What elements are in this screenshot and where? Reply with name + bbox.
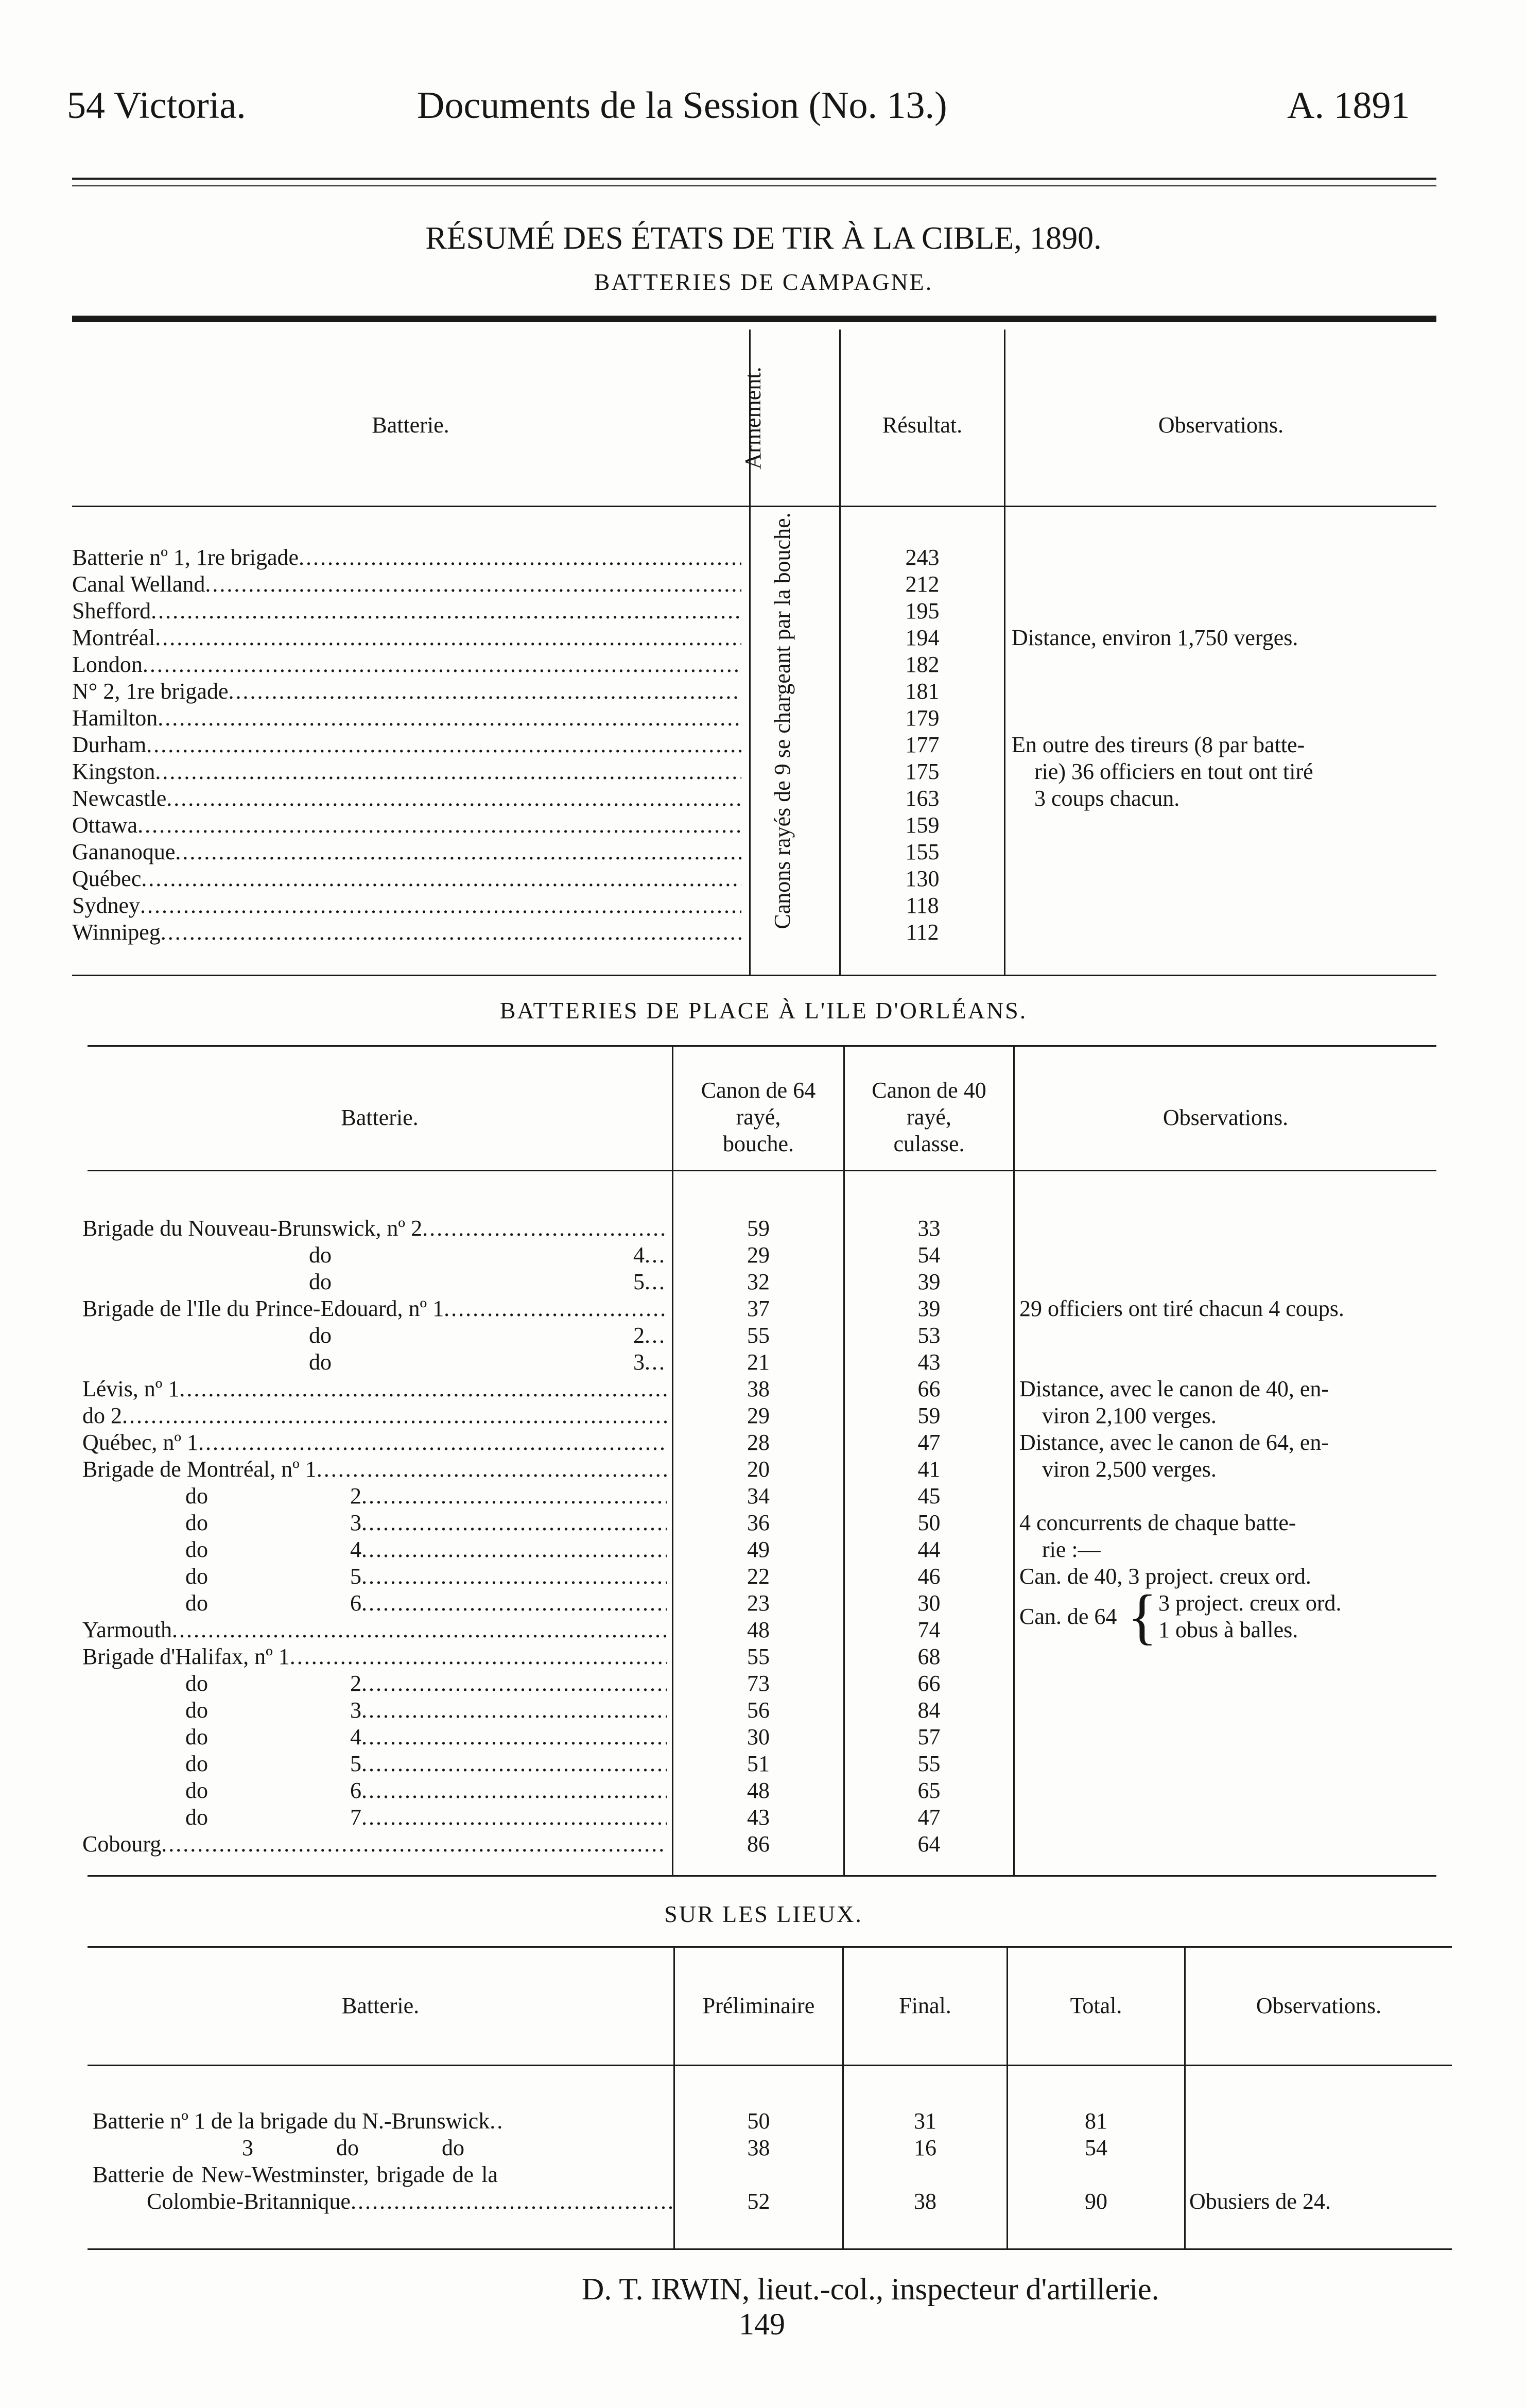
s2-row-num-text: 4: [633, 1242, 645, 1268]
s2-row-canon64: 48: [747, 1617, 770, 1642]
s2-row-leader: [645, 1269, 667, 1295]
page-number: 149: [739, 2307, 785, 2341]
s2-row-name: [82, 1456, 667, 1483]
s2-row-leader: [645, 1242, 667, 1269]
s2-row-canon64: 32: [747, 1269, 770, 1294]
s1-row-name: [72, 705, 741, 732]
s1-row-result: 118: [906, 893, 939, 918]
s2-obs-brace-icon: {: [1127, 1582, 1157, 1651]
s2-row-name: [82, 1510, 667, 1536]
s2-obs-concurrents: [1019, 1510, 1296, 1563]
s1-row-leader: [161, 919, 741, 946]
s3-col-total: Total.: [1070, 1993, 1122, 2018]
section3-bottom-rule: [88, 2248, 1452, 2250]
s2-row-do-text: do: [185, 1537, 208, 1562]
s1-row-result: 175: [905, 759, 940, 784]
s2-row-name: [82, 1751, 667, 1777]
s1-obs-tireurs-line: En outre des tireurs (8 par batte-: [1012, 732, 1305, 757]
s1-row-name-text: Canal Welland: [72, 571, 205, 597]
s2-row-canon64: 37: [747, 1296, 770, 1321]
s2-row-do-text: do: [185, 1483, 208, 1509]
s1-row-result: 163: [905, 786, 940, 811]
page-title: RÉSUMÉ DES ÉTATS DE TIR À LA CIBLE, 1890.: [425, 221, 1102, 256]
s1-row-name-text: Montréal: [72, 625, 155, 650]
s2-row-canon40: 54: [917, 1242, 941, 1268]
s2-row-name: [82, 1617, 667, 1643]
s1-row-leader: [158, 705, 741, 732]
s2-row-name: [82, 1349, 667, 1376]
section1-top-rule: [72, 316, 1436, 322]
section2-title: BATTERIES DE PLACE À L'ILE D'ORLÉANS.: [499, 997, 1028, 1024]
signature: D. T. IRWIN, lieut.-col., inspecteur d'artillerie.: [582, 2272, 1159, 2306]
s2-row-num-text: 3: [350, 1697, 361, 1723]
s2-row-canon64: 48: [747, 1778, 770, 1803]
s2-row-name-text: Québec, nº 1: [82, 1430, 199, 1455]
s1-row-name: [72, 865, 741, 892]
s2-row-num-text: 2: [633, 1323, 645, 1348]
s3-row-total: 81: [1085, 2108, 1107, 2134]
section3-title: SUR LES LIEUX.: [664, 1901, 863, 1927]
s2-row-canon64: 36: [747, 1510, 770, 1535]
s1-obs-tireurs-line: rie) 36 officiers en tout ont tiré: [1034, 759, 1313, 784]
s1-row-name-text: N° 2, 1re brigade: [72, 679, 229, 704]
s3-row-name: [93, 2108, 672, 2135]
s2-row-canon40: 66: [917, 1671, 941, 1696]
s2-row-canon64: 21: [747, 1349, 770, 1375]
s1-results: [841, 544, 1004, 946]
section2-vrule-3: [1013, 1045, 1015, 1875]
s2-row-name: [82, 1269, 667, 1295]
s2-row-canon64: 86: [747, 1831, 770, 1857]
s2-row-do-text: do: [309, 1323, 332, 1348]
s1-row-name: [72, 678, 741, 705]
s2-row-canon64: 73: [747, 1671, 770, 1696]
s1-row-result: 177: [905, 732, 940, 757]
s2-obs-line: viron 2,100 verges.: [1042, 1403, 1217, 1428]
s2-row-name: [82, 1215, 667, 1242]
section2-top-rule: [88, 1045, 1436, 1047]
s1-obs-distance: Distance, environ 1,750 verges.: [1012, 625, 1298, 650]
s1-row-leader: [166, 785, 741, 812]
s2-obs-line: Distance, avec le canon de 40, en-: [1019, 1376, 1329, 1401]
s1-row-name-text: Gananoque: [72, 839, 176, 864]
s2-row-name: [82, 1590, 667, 1617]
s2-row-canon40: 66: [917, 1376, 941, 1401]
s2-row-canon64: 43: [747, 1805, 770, 1830]
s2-row-do-text: do: [309, 1349, 332, 1375]
s2-row-name: [82, 1376, 667, 1402]
section3-vrule-4: [1184, 1946, 1186, 2248]
s2-col-canon40-line: culasse.: [893, 1131, 965, 1156]
section2-bottom-rule: [88, 1875, 1436, 1877]
s2-row-canon64: 51: [747, 1751, 770, 1776]
s2-row-do-text: do: [185, 1778, 208, 1803]
s2-col-observations: Observations.: [1162, 1105, 1289, 1130]
s3-row-final: 31: [914, 2108, 936, 2134]
s2-row-canon64: 56: [747, 1697, 770, 1723]
s2-row-name: [82, 1295, 667, 1322]
s1-row-name-text: Shefford: [72, 598, 151, 623]
s2-row-name-text: Brigade du Nouveau-Brunswick, nº 2: [82, 1216, 423, 1241]
s2-row-do-text: do: [185, 1671, 208, 1696]
s2-row-leader: [422, 1215, 667, 1242]
s2-row-name: [82, 1831, 667, 1858]
s2-obs-can64-items: [1158, 1590, 1342, 1643]
s2-row-do-text: do: [185, 1590, 208, 1616]
s1-row-name-text: Sydney: [72, 893, 140, 918]
s2-col-canon40: [845, 1077, 1013, 1157]
s2-row-leader: [361, 1536, 667, 1563]
s2-row-name: [82, 1777, 667, 1804]
s2-row-leader: [317, 1456, 667, 1483]
section1-bottom-rule: [72, 975, 1436, 976]
s2-row-num-text: 6: [350, 1590, 361, 1616]
s1-battery-names: [72, 544, 741, 946]
s2-obs-can40: Can. de 40, 3 project. creux ord.: [1019, 1564, 1311, 1589]
s2-row-canon64: 49: [747, 1537, 770, 1562]
s2-row-num-text: 2: [350, 1483, 361, 1509]
s2-row-name: [82, 1804, 667, 1831]
s3-row-name-text: Colombie-Britannique: [147, 2189, 351, 2214]
s1-row-leader: [151, 598, 741, 625]
s1-row-result: 112: [906, 920, 939, 945]
s2-row-num-text: 4: [350, 1537, 361, 1562]
s2-row-canon64: 29: [747, 1242, 770, 1268]
s1-row-name: [72, 571, 741, 598]
s1-row-name: [72, 812, 741, 839]
s2-row-canon64: 55: [747, 1644, 770, 1669]
s2-row-canon40: 30: [917, 1590, 941, 1616]
s2-row-canon40: 47: [917, 1805, 941, 1830]
s3-row-name: [147, 2188, 672, 2215]
s1-row-name: [72, 598, 741, 625]
s2-col-canon40-line: rayé,: [907, 1104, 951, 1130]
s2-row-name-text: Brigade d'Halifax, nº 1: [82, 1644, 290, 1669]
s2-obs-line: 3 project. creux ord.: [1158, 1590, 1342, 1616]
s1-row-name: [72, 839, 741, 865]
s2-row-leader: [361, 1670, 667, 1697]
s2-row-leader: [122, 1402, 667, 1429]
s2-battery-names: [82, 1215, 667, 1858]
s1-row-leader: [143, 651, 741, 678]
s2-col-canon64: [673, 1077, 843, 1157]
s2-row-num-text: 3: [350, 1510, 361, 1535]
s2-row-canon40: 47: [917, 1430, 941, 1455]
s2-row-canon40: 39: [917, 1269, 941, 1294]
s3-col-preliminaire: Préliminaire: [702, 1993, 815, 2018]
s2-row-do-text: do: [309, 1242, 332, 1268]
s1-row-result: 212: [905, 571, 940, 597]
s2-obs-distance64: [1019, 1429, 1329, 1483]
s1-row-leader: [175, 839, 741, 865]
s2-row-canon64: 59: [747, 1216, 770, 1241]
s2-row-leader: [361, 1697, 667, 1724]
s1-row-leader: [140, 892, 741, 919]
s2-row-name: [82, 1670, 667, 1697]
s2-row-name: [82, 1724, 667, 1751]
s2-row-leader: [361, 1724, 667, 1751]
s2-row-name: [82, 1536, 667, 1563]
s1-row-leader: [155, 758, 741, 785]
s2-obs-line: Distance, avec le canon de 64, en-: [1019, 1430, 1329, 1455]
s1-row-name-text: Hamilton: [72, 705, 158, 731]
s2-row-num-text: 3: [633, 1349, 645, 1375]
s2-row-canon40: 39: [917, 1296, 941, 1321]
s2-row-canon40: 46: [917, 1564, 941, 1589]
s2-row-canon40: 53: [917, 1323, 941, 1348]
s2-row-leader: [198, 1429, 667, 1456]
section2-header-rule: [88, 1170, 1436, 1171]
s2-row-num-text: 5: [633, 1269, 645, 1294]
s2-row-leader: [179, 1376, 667, 1402]
s2-row-canon40: 50: [917, 1510, 941, 1535]
header-year: A. 1891: [1287, 84, 1410, 127]
s1-row-result: 155: [905, 839, 940, 864]
s3-row-total: 54: [1085, 2135, 1107, 2160]
s3-row-leader: [490, 2108, 503, 2135]
s2-canon64-values: [673, 1215, 843, 1858]
s2-col-canon64-line: bouche.: [722, 1131, 794, 1156]
s1-row-result: 243: [905, 545, 940, 570]
s2-row-canon64: 34: [747, 1483, 770, 1509]
s2-row-num-text: 4: [350, 1724, 361, 1749]
s1-row-name-text: Québec: [72, 866, 142, 891]
s2-row-name-text: Yarmouth: [82, 1617, 172, 1642]
s2-row-canon40: 74: [917, 1617, 941, 1642]
s2-row-do-text: do: [185, 1751, 208, 1776]
s2-row-canon64: 29: [747, 1403, 770, 1428]
s2-row-leader: [361, 1777, 667, 1804]
s2-row-do-text: do: [185, 1564, 208, 1589]
s3-row-name-text: Batterie nº 1 de la brigade du N.-Brunswick: [93, 2108, 490, 2134]
s2-row-num-text: 5: [350, 1751, 361, 1776]
s2-row-leader: [290, 1643, 667, 1670]
s1-row-name-text: Newcastle: [72, 786, 167, 811]
s2-row-name-text: do 2: [82, 1403, 122, 1428]
s2-row-name-text: Brigade de Montréal, nº 1: [82, 1457, 317, 1482]
s1-row-leader: [229, 678, 742, 705]
s2-row-canon64: 23: [747, 1590, 770, 1616]
s2-row-name: [82, 1322, 667, 1349]
s2-obs-distance40: [1019, 1376, 1329, 1429]
s2-canon40-values: [845, 1215, 1013, 1858]
s2-row-num-text: 7: [350, 1805, 361, 1830]
s1-row-leader: [141, 865, 741, 892]
s1-row-name: [72, 785, 741, 812]
s2-col-canon40-line: Canon de 40: [872, 1078, 986, 1103]
s3-row-preliminaire: 52: [747, 2189, 770, 2214]
s1-row-leader: [137, 812, 741, 839]
s1-row-name: [72, 732, 741, 758]
s3-row-observation: Obusiers de 24.: [1189, 2189, 1331, 2214]
s2-row-leader: [361, 1483, 667, 1510]
s1-obs-tireurs-line: 3 coups chacun.: [1034, 786, 1180, 811]
s1-row-leader: [155, 625, 741, 651]
s1-col-observations: Observations.: [1158, 412, 1284, 438]
s1-row-result: 130: [905, 866, 940, 891]
s2-row-name: [82, 1429, 667, 1456]
s2-row-leader: [361, 1563, 667, 1590]
s3-row-final: 38: [914, 2189, 936, 2214]
s2-row-do-text: do: [185, 1697, 208, 1723]
s2-row-canon40: 68: [917, 1644, 941, 1669]
s3-row-preliminaire: 50: [747, 2108, 770, 2134]
s2-row-leader: [645, 1349, 667, 1376]
s1-row-name: [72, 892, 741, 919]
s2-row-name: [82, 1697, 667, 1724]
s1-row-result: 194: [905, 625, 940, 650]
s2-row-name-text: Brigade de l'Ile du Prince-Edouard, nº 1: [82, 1296, 444, 1321]
s2-row-canon40: 33: [917, 1216, 941, 1241]
s2-row-canon40: 64: [917, 1831, 941, 1857]
s2-row-leader: [361, 1590, 667, 1617]
s3-row-name: 3 do do: [242, 2135, 464, 2160]
s2-row-num-text: 6: [350, 1778, 361, 1803]
s2-col-canon64-line: Canon de 64: [701, 1078, 816, 1103]
header-rule-2: [72, 185, 1436, 186]
s1-row-leader: [146, 732, 741, 758]
s1-armement-text: Canons rayés de 9 se chargeant par la bouche.: [770, 512, 795, 929]
s1-obs-tireurs: [1012, 732, 1434, 812]
s1-row-name-text: Kingston: [72, 759, 155, 784]
s2-row-name-text: Cobourg: [82, 1831, 162, 1857]
s2-row-canon40: 57: [917, 1724, 941, 1749]
s2-row-name: [82, 1242, 667, 1269]
s2-row-canon40: 43: [917, 1349, 941, 1375]
s1-row-name-text: Winnipeg: [72, 920, 161, 945]
s2-row-name-text: Lévis, nº 1: [82, 1376, 180, 1401]
s2-row-canon40: 65: [917, 1778, 941, 1803]
s1-row-result: 179: [905, 705, 940, 731]
s1-row-name: [72, 919, 741, 946]
s2-row-name: [82, 1563, 667, 1590]
s2-row-canon64: 38: [747, 1376, 770, 1401]
section1-title: BATTERIES DE CAMPAGNE.: [594, 269, 933, 295]
s3-row-name: Batterie de New-Westminster, brigade de la: [93, 2162, 498, 2187]
s2-col-batterie: Batterie.: [341, 1105, 419, 1130]
s2-obs-line: viron 2,500 verges.: [1042, 1457, 1217, 1482]
s2-row-canon64: 28: [747, 1430, 770, 1455]
s2-row-do-text: do: [309, 1269, 332, 1294]
s2-row-canon40: 55: [917, 1751, 941, 1776]
s3-col-observations: Observations.: [1256, 1993, 1382, 2018]
s3-row-preliminaire: 38: [747, 2135, 770, 2160]
section3-top-rule: [88, 1946, 1452, 1948]
s1-col-batterie: Batterie.: [372, 412, 449, 438]
s2-row-canon64: 30: [747, 1724, 770, 1749]
s2-row-do-text: do: [185, 1724, 208, 1749]
s2-obs-line: 4 concurrents de chaque batte-: [1019, 1510, 1296, 1535]
s2-row-canon40: 84: [917, 1697, 941, 1723]
s2-row-name: [82, 1643, 667, 1670]
s2-row-canon64: 55: [747, 1323, 770, 1348]
s3-col-batterie: Batterie.: [341, 1993, 420, 2018]
s1-row-name-text: Durham: [72, 732, 147, 757]
s2-obs-can64-label: Can. de 64: [1019, 1604, 1117, 1629]
s1-row-name: [72, 544, 741, 571]
s2-row-leader: [361, 1804, 667, 1831]
s1-row-result: 182: [905, 652, 940, 677]
header-documents: Documents de la Session (No. 13.): [417, 84, 947, 127]
s1-row-name: [72, 758, 741, 785]
s1-row-leader: [299, 544, 741, 571]
s3-col-final: Final.: [899, 1993, 951, 2018]
s1-row-name: [72, 625, 741, 651]
s2-row-do-text: do: [185, 1805, 208, 1830]
s3-row-leader: [351, 2188, 672, 2215]
s3-row-final: 16: [914, 2135, 936, 2160]
s2-row-canon40: 44: [917, 1537, 941, 1562]
s2-row-canon40: 41: [917, 1457, 941, 1482]
s2-row-name: [82, 1483, 667, 1510]
s1-row-result: 195: [905, 598, 940, 623]
s2-row-canon64: 20: [747, 1457, 770, 1482]
s2-obs-line: rie :—: [1042, 1537, 1101, 1562]
s2-row-canon64: 22: [747, 1564, 770, 1589]
s1-col-resultat: Résultat.: [882, 412, 963, 438]
s1-col-armement: Armement.: [740, 367, 766, 470]
header-volume: 54 Victoria.: [67, 84, 246, 127]
s2-row-num-text: 2: [350, 1671, 361, 1696]
s2-row-canon40: 45: [917, 1483, 941, 1509]
s2-row-leader: [444, 1295, 667, 1322]
s2-row-leader: [161, 1831, 667, 1858]
s3-row-total: 90: [1085, 2189, 1107, 2214]
s2-row-leader: [361, 1510, 667, 1536]
s2-row-leader: [172, 1617, 667, 1643]
s2-row-do-text: do: [185, 1510, 208, 1535]
s2-obs-officers: 29 officiers ont tiré chacun 4 coups.: [1019, 1296, 1344, 1321]
s1-row-leader: [205, 571, 741, 598]
s1-row-name-text: Ottawa: [72, 812, 138, 838]
s2-row-name: [82, 1402, 667, 1429]
header-rule-1: [72, 178, 1436, 180]
s2-row-num-text: 5: [350, 1564, 361, 1589]
s1-row-result: 159: [905, 812, 940, 838]
s2-row-leader: [361, 1751, 667, 1777]
s2-obs-line: 1 obus à balles.: [1158, 1617, 1298, 1642]
s1-row-name-text: Batterie nº 1, 1re brigade: [72, 545, 299, 570]
section3-header-rule: [88, 2065, 1452, 2066]
s1-row-name: [72, 651, 741, 678]
s1-row-result: 181: [905, 679, 940, 704]
s2-row-leader: [645, 1322, 667, 1349]
s2-col-canon64-line: rayé,: [736, 1104, 781, 1130]
s1-row-name-text: London: [72, 652, 143, 677]
s2-row-canon40: 59: [917, 1403, 941, 1428]
